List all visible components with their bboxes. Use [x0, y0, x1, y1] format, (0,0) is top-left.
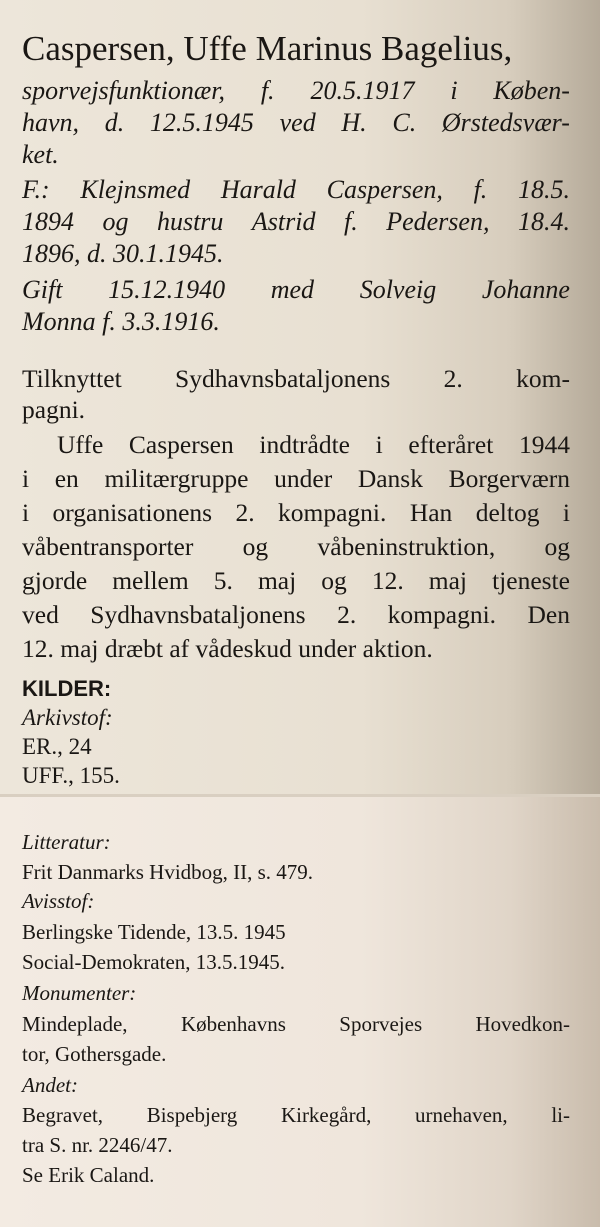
- word: urnehaven,: [414, 1103, 508, 1127]
- word: Pedersen,: [386, 207, 490, 236]
- scan-divider: [0, 794, 600, 797]
- literature-item: Frit Danmarks Hvidbog, II, s. 479.: [22, 860, 314, 884]
- word: Han: [409, 498, 453, 527]
- word: Mindeplade,: [22, 1012, 128, 1036]
- word: gjorde: [22, 566, 88, 595]
- word: 18.4.: [517, 207, 570, 236]
- word: og: [242, 532, 269, 561]
- word: Sydhavnsbataljonens: [175, 364, 391, 393]
- word: Køben-: [493, 76, 570, 105]
- other-line: [22, 1102, 570, 1128]
- word: Bispebjerg: [146, 1103, 238, 1127]
- word: Solveig: [359, 275, 437, 304]
- word: Johanne: [481, 275, 570, 304]
- word: i: [375, 430, 383, 459]
- word: d.: [104, 108, 125, 137]
- press-item: Social-Demokraten, 13.5.1945.: [22, 950, 286, 974]
- word: hustru: [156, 207, 224, 236]
- word: 15.12.1940: [108, 275, 226, 304]
- word: C.: [392, 108, 417, 137]
- word: maj: [257, 566, 297, 595]
- bio-line: Monna f. 3.3.1916.: [22, 307, 220, 336]
- word: indtrådte: [259, 430, 350, 459]
- word: kompagni.: [278, 498, 387, 527]
- other-label: Andet:: [22, 1073, 78, 1097]
- word: H.: [341, 108, 367, 137]
- word: ved: [22, 600, 59, 629]
- word: f.: [473, 175, 488, 204]
- word: 2.: [443, 364, 463, 393]
- word: i: [450, 76, 458, 105]
- word: Harald: [220, 175, 296, 204]
- other-line: Se Erik Caland.: [22, 1163, 155, 1187]
- word: i: [22, 464, 30, 493]
- word: Sydhavnsbataljonens: [90, 600, 306, 629]
- word: Ørstedsvær-: [441, 108, 570, 137]
- entry-name: Caspersen, Uffe Marinus Bagelius,: [22, 29, 513, 68]
- word: våbentransporter: [22, 532, 194, 561]
- bio-line: [22, 174, 570, 205]
- word: efteråret: [408, 430, 494, 459]
- archive-item: ER., 24: [22, 734, 92, 759]
- bio-line: [22, 206, 570, 237]
- body-line: [22, 531, 570, 562]
- word: tjeneste: [492, 566, 570, 595]
- word: Kirkegård,: [280, 1103, 372, 1127]
- word: 12.: [371, 566, 404, 595]
- other-line: tra S. nr. 2246/47.: [22, 1133, 173, 1157]
- body-line: [22, 599, 570, 630]
- bio-line: [22, 107, 570, 138]
- word: Københavns: [180, 1012, 286, 1036]
- press-label: Avisstof:: [22, 889, 95, 913]
- body-line: [57, 429, 570, 460]
- body-line: [22, 363, 570, 394]
- word: i: [562, 498, 570, 527]
- word: ved: [279, 108, 316, 137]
- archive-label: Arkivstof:: [22, 705, 113, 730]
- word: 1944: [518, 430, 570, 459]
- word: 12.5.1945: [149, 108, 254, 137]
- word: Dansk: [357, 464, 423, 493]
- word: og: [102, 207, 129, 236]
- word: Sporvejes: [339, 1012, 423, 1036]
- word: 1894: [22, 207, 74, 236]
- word: og: [544, 532, 570, 561]
- bio-line: [22, 274, 570, 305]
- word: Klejnsmed: [80, 175, 191, 204]
- sources-heading: KILDER:: [22, 676, 112, 701]
- word: mellem: [112, 566, 189, 595]
- word: maj: [428, 566, 468, 595]
- word: kom-: [516, 364, 570, 393]
- word: Borgerværn: [448, 464, 570, 493]
- word: 5.: [213, 566, 233, 595]
- word: Caspersen,: [326, 175, 443, 204]
- monuments-label: Monumenter:: [22, 981, 137, 1005]
- word: f.: [260, 76, 275, 105]
- word: organisationens: [52, 498, 213, 527]
- body-line: [22, 497, 570, 528]
- word: Caspersen: [128, 430, 234, 459]
- word: Uffe: [57, 430, 104, 459]
- word: Tilknyttet: [22, 364, 122, 393]
- word: i: [22, 498, 30, 527]
- press-item: Berlingske Tidende, 13.5. 1945: [22, 920, 286, 944]
- literature-label: Litteratur:: [22, 830, 111, 854]
- bio-line: ket.: [22, 140, 59, 169]
- word: deltog: [475, 498, 540, 527]
- word: under: [274, 464, 333, 493]
- word: Begravet,: [22, 1103, 104, 1127]
- word: F.:: [22, 175, 50, 204]
- body-line: pagni.: [22, 395, 86, 424]
- body-line: [22, 565, 570, 596]
- word: 2.: [337, 600, 357, 629]
- word: sporvejsfunktionær,: [22, 76, 225, 105]
- word: f.: [343, 207, 358, 236]
- word: kompagni.: [387, 600, 497, 629]
- word: 2.: [235, 498, 255, 527]
- monuments-line: tor, Gothersgade.: [22, 1042, 167, 1066]
- word: med: [270, 275, 315, 304]
- word: våbeninstruktion,: [317, 532, 496, 561]
- word: Gift: [22, 275, 63, 304]
- word: militærgruppe: [104, 464, 249, 493]
- body-line: 12. maj dræbt af vådeskud under aktion.: [22, 634, 433, 663]
- bio-line: 1896, d. 30.1.1945.: [22, 239, 224, 268]
- bio-line: [22, 75, 570, 106]
- archive-item: UFF., 155.: [22, 763, 120, 788]
- word: en: [54, 464, 79, 493]
- body-line: [22, 463, 570, 494]
- word: 18.5.: [517, 175, 570, 204]
- word: Den: [527, 600, 570, 629]
- word: Hovedkon-: [475, 1012, 570, 1036]
- word: havn,: [22, 108, 80, 137]
- monuments-line: [22, 1011, 570, 1037]
- word: og: [321, 566, 347, 595]
- word: 20.5.1917: [310, 76, 415, 105]
- word: Astrid: [251, 207, 316, 236]
- word: li-: [551, 1103, 570, 1127]
